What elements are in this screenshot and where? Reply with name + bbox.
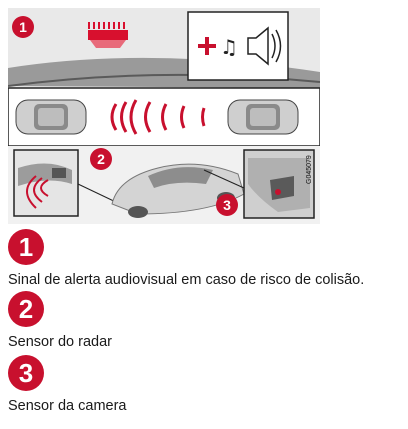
callout-badge-3: 3: [216, 194, 238, 216]
own-car-icon: [16, 100, 86, 134]
legend-number-2: 2: [8, 291, 44, 327]
illustration-svg: [8, 8, 320, 224]
legend-text-1: Sinal de alerta audiovisual em caso de risco de colisão.: [8, 272, 365, 288]
callout-badge-1: 1: [12, 16, 34, 38]
legend-text-3: Sensor da camera: [8, 398, 127, 414]
legend-number-1: 1: [8, 229, 44, 265]
vehicle-ahead-icon: [228, 100, 298, 134]
figure-code: G045079: [306, 155, 313, 184]
radar-sensor-detail: [14, 150, 78, 216]
svg-text:♫: ♫: [220, 35, 238, 59]
camera-sensor-icon: [244, 150, 314, 218]
legend-text-2: Sensor do radar: [8, 334, 112, 350]
music-note-icon: [220, 35, 238, 59]
callout-badge-2: 2: [90, 148, 112, 170]
legend-number-3: 3: [8, 355, 44, 391]
collision-warning-illustration: [8, 8, 320, 224]
